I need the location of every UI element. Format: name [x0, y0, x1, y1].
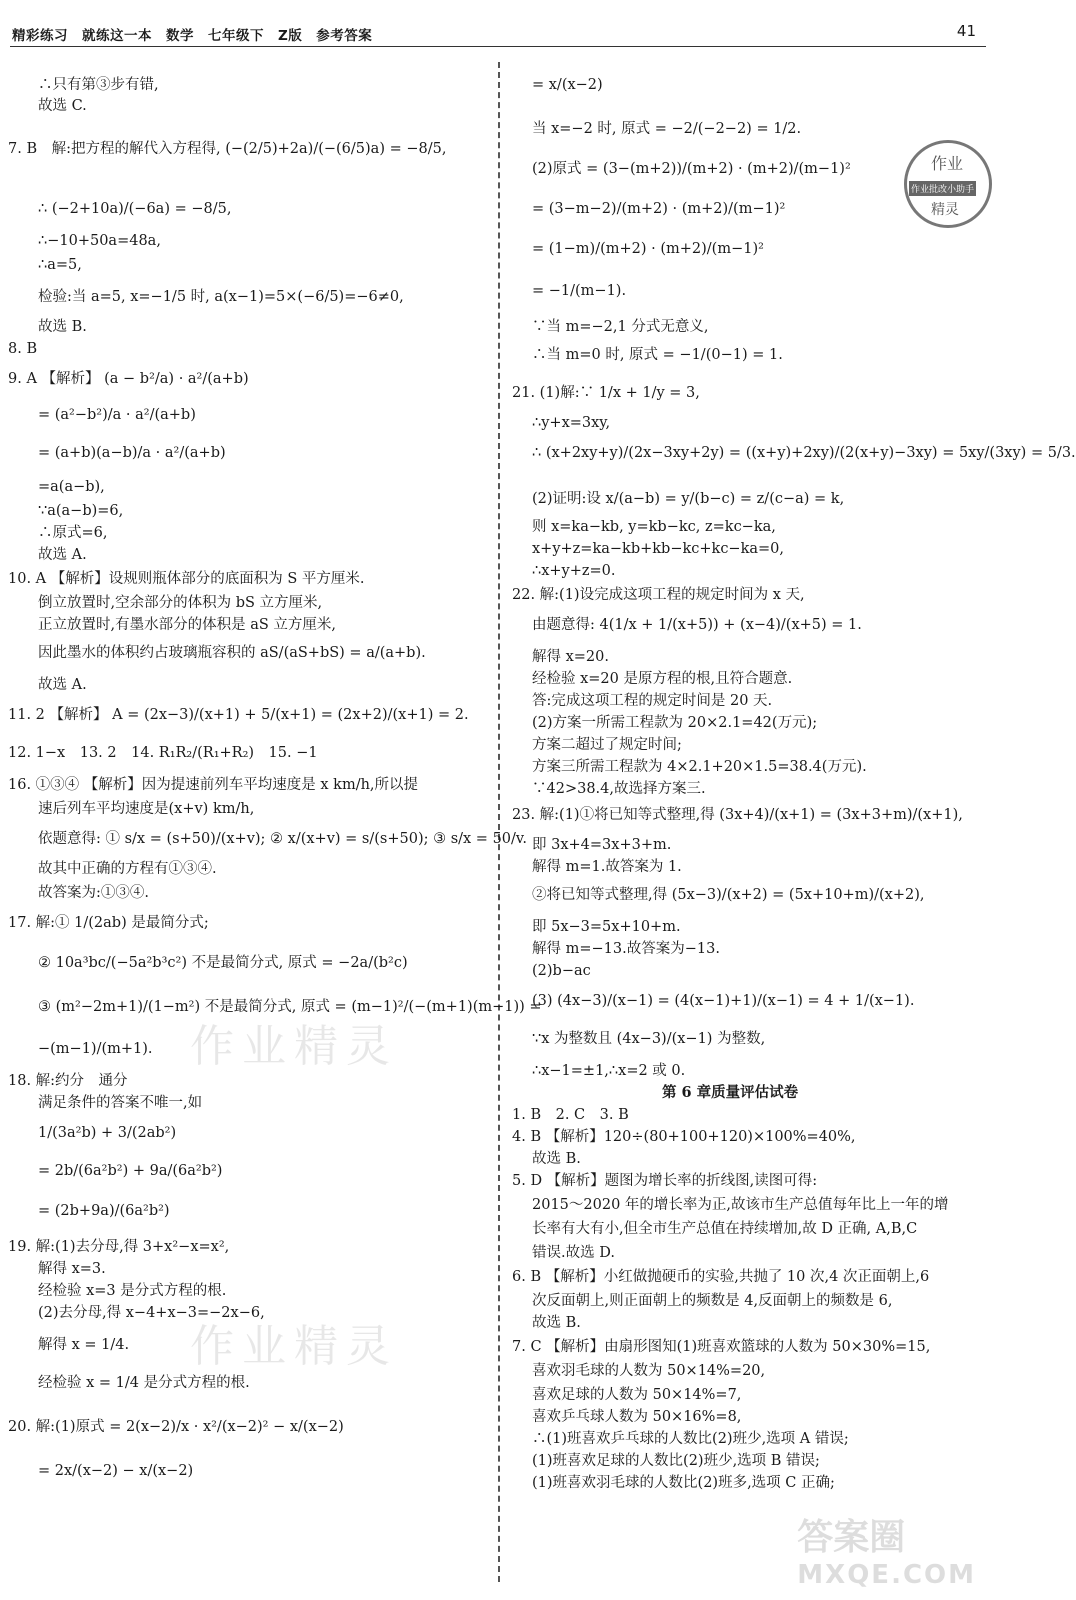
answer-line: (2)b−ac — [532, 963, 591, 979]
answer-line: ∵a(a−b)=6, — [38, 503, 124, 519]
stamp-middle-text: 作业批改小助手 — [909, 181, 976, 196]
watermark: 作业精灵 — [190, 1321, 398, 1372]
answer-line: ∵当 m=−2,1 分式无意义, — [532, 319, 709, 335]
answer-line: = −1/(m−1). — [532, 283, 627, 299]
answer-line: ∴当 m=0 时, 原式 = −1/(0−1) = 1. — [532, 347, 783, 363]
answer-line: = (a²−b²)/a · a²/(a+b) — [38, 407, 196, 423]
answer-line: 即 5x−3=5x+10+m. — [532, 919, 681, 935]
answer-line: 22. 解:(1)设完成这项工程的规定时间为 x 天, — [512, 587, 805, 603]
answer-line: 错误.故选 D. — [532, 1245, 615, 1261]
watermark: 作业精灵 — [190, 1021, 398, 1072]
answer-line: x+y+z=ka−kb+kb−kc+kc−ka=0, — [532, 541, 785, 557]
answer-line: 方案三所需工程款为 4×2.1+20×1.5=38.4(万元). — [532, 759, 867, 775]
answer-line: 由题意得: 4(1/x + 1/(x+5)) + (x−4)/(x+5) = 1. — [532, 617, 862, 633]
answer-line: 17. 解:① 1/(2ab) 是最简分式; — [8, 915, 209, 931]
column-divider — [498, 62, 500, 1582]
answer-line: ② 10a³bc/(−5a²b³c²) 不是最简分式, 原式 = −2a/(b²c) — [38, 955, 408, 971]
answer-line: ∴ (−2+10a)/(−6a) = −8/5, — [38, 201, 232, 217]
answer-line: 12. 1−x 13. 2 14. R₁R₂/(R₁+R₂) 15. −1 — [8, 745, 318, 761]
answer-line: 满足条件的答案不唯一,如 — [38, 1095, 203, 1111]
answer-line: −(m−1)/(m+1). — [38, 1041, 153, 1057]
answer-line: (2)原式 = (3−(m+2))/(m+2) · (m+2)/(m−1)² — [532, 161, 851, 177]
answer-line: 解得 x=3. — [38, 1261, 106, 1277]
answer-line: ∵x 为整数且 (4x−3)/(x−1) 为整数, — [532, 1031, 766, 1047]
answer-line: ∴a=5, — [38, 257, 82, 273]
answer-line: 经检验 x=20 是原方程的根,且符合题意. — [532, 671, 793, 687]
answer-line: 23. 解:(1)①将已知等式整理,得 (3x+4)/(x+1) = (3x+3+m)/(x+1), — [512, 807, 963, 823]
answer-line: 故其中正确的方程有①③④. — [38, 861, 217, 877]
answer-line: 方案二超过了规定时间; — [532, 737, 682, 753]
answer-line: = x/(x−2) — [532, 77, 603, 93]
answer-line: 依题意得: ① s/x = (s+50)/(x+v); ② x/(x+v) = s/(s+50); ③ s/x = 50/v. — [38, 831, 527, 847]
answer-line: 2015～2020 年的增长率为正,故该市生产总值每年比上一年的增 — [532, 1197, 949, 1213]
answer-line: 9. A 【解析】 (a − b²/a) · a²/(a+b) — [8, 371, 249, 387]
corner-logo-line1: 答案圈 — [797, 1517, 906, 1558]
answer-line: = (3−m−2)/(m+2) · (m+2)/(m−1)² — [532, 201, 786, 217]
answer-line: 当 x=−2 时, 原式 = −2/(−2−2) = 1/2. — [532, 121, 802, 137]
answer-line: ∴x+y+z=0. — [532, 563, 616, 579]
answer-line: 喜欢羽毛球的人数为 50×14%=20, — [532, 1363, 766, 1379]
stamp-top-text: 作业 — [931, 154, 964, 173]
answer-line: 4. B 【解析】120÷(80+100+120)×100%=40%, — [512, 1129, 856, 1145]
answer-line: 7. C 【解析】由扇形图知(1)班喜欢篮球的人数为 50×30%=15, — [512, 1339, 931, 1355]
answer-line: = (2b+9a)/(6a²b²) — [38, 1203, 170, 1219]
answer-line: 则 x=ka−kb, y=kb−kc, z=kc−ka, — [532, 519, 776, 535]
answer-line: 故答案为:①③④. — [38, 885, 149, 901]
answer-line: 正立放置时,有墨水部分的体积是 aS 立方厘米, — [38, 617, 337, 633]
answer-line: ③ (m²−2m+1)/(1−m²) 不是最简分式, 原式 = (m−1)²/(−(m+1)(m−1)) = — [38, 999, 542, 1015]
answer-line: 5. D 【解析】题图为增长率的折线图,读图可得: — [512, 1173, 818, 1189]
answer-line: 经检验 x = 1/4 是分式方程的根. — [38, 1375, 250, 1391]
answer-line: ∴ (x+2xy+y)/(2x−3xy+2y) = ((x+y)+2xy)/(2(x+y)−3xy) = 5xy/(3xy) = 5/3. — [532, 445, 1076, 461]
answer-line: 喜欢足球的人数为 50×14%=7, — [532, 1387, 742, 1403]
homework-stamp — [904, 140, 992, 228]
answer-line: 故选 B. — [38, 319, 87, 335]
answer-line: 第 6 章质量评估试卷 — [662, 1084, 799, 1101]
answer-line: 解得 x = 1/4. — [38, 1337, 130, 1353]
answer-line: 解得 m=1.故答案为 1. — [532, 859, 682, 875]
answer-line: 11. 2 【解析】 A = (2x−3)/(x+1) + 5/(x+1) = (2x+2)/(x+1) = 2. — [8, 707, 469, 723]
answer-line: 因此墨水的体积约占玻璃瓶容积的 aS/(aS+bS) = a/(a+b). — [38, 645, 426, 661]
answer-line: 20. 解:(1)原式 = 2(x−2)/x · x²/(x−2)² − x/(x−2) — [8, 1419, 344, 1435]
answer-line: = 2b/(6a²b²) + 9a/(6a²b²) — [38, 1163, 223, 1179]
answer-line: (2)证明:设 x/(a−b) = y/(b−c) = z/(c−a) = k, — [532, 491, 845, 507]
answer-line: 18. 解:约分 通分 — [8, 1073, 128, 1089]
corner-logo — [797, 1509, 976, 1590]
answer-line: 答:完成这项工程的规定时间是 20 天. — [532, 693, 773, 709]
answer-line: 8. B — [8, 341, 38, 357]
answer-line: (2)去分母,得 x−4+x−3=−2x−6, — [38, 1305, 265, 1321]
answer-line: 次反面朝上,则正面朝上的频数是 4,反面朝上的频数是 6, — [532, 1293, 893, 1309]
page-header — [0, 0, 996, 50]
stamp-bottom-text: 精灵 — [931, 202, 959, 218]
answer-line: 故选 B. — [532, 1315, 581, 1331]
answer-line: (1)班喜欢羽毛球的人数比(2)班多,选项 C 正确; — [532, 1475, 835, 1491]
answer-line: = 2x/(x−2) − x/(x−2) — [38, 1463, 194, 1479]
answer-line: 故选 A. — [38, 677, 87, 693]
answer-line: 解得 x=20. — [532, 649, 609, 665]
answer-line: 1/(3a²b) + 3/(2ab²) — [38, 1125, 177, 1141]
answer-line: 10. A 【解析】设规则瓶体部分的底面积为 S 平方厘米. — [8, 571, 365, 587]
answer-line: (1)班喜欢足球的人数比(2)班少,选项 B 错误; — [532, 1453, 820, 1469]
answer-line: ∴原式=6, — [38, 525, 108, 541]
answer-line: ∴(1)班喜欢乒乓球的人数比(2)班少,选项 A 错误; — [532, 1431, 849, 1447]
answer-line: 长率有大有小,但全市生产总值在持续增加,故 D 正确, A,B,C — [532, 1221, 918, 1237]
answer-line: 7. B 解:把方程的解代入方程得, (−(2/5)+2a)/(−(6/5)a) = −8/5, — [8, 141, 447, 157]
answer-line: 6. B 【解析】小红做抛硬币的实验,共抛了 10 次,4 次正面朝上,6 — [512, 1269, 930, 1285]
page-number: 41 — [956, 22, 976, 40]
answer-line: (2)方案一所需工程款为 20×2.1=42(万元); — [532, 715, 818, 731]
header-title: 精彩练习 就练这一本 数学 七年级下 Z版 参考答案 — [12, 28, 373, 44]
answer-line: 检验:当 a=5, x=−1/5 时, a(x−1)=5×(−6/5)=−6≠0, — [38, 289, 404, 305]
answer-line: 故选 A. — [38, 547, 87, 563]
answer-line: ∴x−1=±1,∴x=2 或 0. — [532, 1063, 686, 1079]
answer-line: 速后列车平均速度是(x+v) km/h, — [38, 801, 255, 817]
header-rule — [10, 46, 986, 47]
answer-line: 喜欢乒乓球人数为 50×16%=8, — [532, 1409, 742, 1425]
corner-logo-line2: MXQE.COM — [797, 1560, 976, 1590]
answer-line: =a(a−b), — [38, 479, 105, 495]
answer-line: 19. 解:(1)去分母,得 3+x²−x=x², — [8, 1239, 230, 1255]
answer-line: 倒立放置时,空余部分的体积为 bS 立方厘米, — [38, 595, 323, 611]
answer-line: 解得 m=−13.故答案为−13. — [532, 941, 720, 957]
answer-line: ∵42>38.4,故选择方案三. — [532, 781, 706, 797]
answer-line: 经检验 x=3 是分式方程的根. — [38, 1283, 227, 1299]
answer-line: (3) (4x−3)/(x−1) = (4(x−1)+1)/(x−1) = 4 + 1/(x−1). — [532, 993, 915, 1009]
answer-line: 故选 C. — [38, 98, 87, 114]
answer-line: 即 3x+4=3x+3+m. — [532, 837, 672, 853]
answer-line: = (1−m)/(m+2) · (m+2)/(m−1)² — [532, 241, 764, 257]
answer-line: ∴−10+50a=48a, — [38, 233, 161, 249]
answer-line: 故选 B. — [532, 1151, 581, 1167]
answer-line: 16. ①③④ 【解析】因为提速前列车平均速度是 x km/h,所以提 — [8, 777, 419, 793]
answer-line: 21. (1)解:∵ 1/x + 1/y = 3, — [512, 385, 700, 401]
answer-line: ②将已知等式整理,得 (5x−3)/(x+2) = (5x+10+m)/(x+2), — [532, 887, 925, 903]
answer-line: 1. B 2. C 3. B — [512, 1107, 629, 1123]
answer-line: = (a+b)(a−b)/a · a²/(a+b) — [38, 445, 226, 461]
answer-line: ∴只有第③步有错, — [38, 77, 159, 93]
answer-line: ∴y+x=3xy, — [532, 415, 611, 431]
